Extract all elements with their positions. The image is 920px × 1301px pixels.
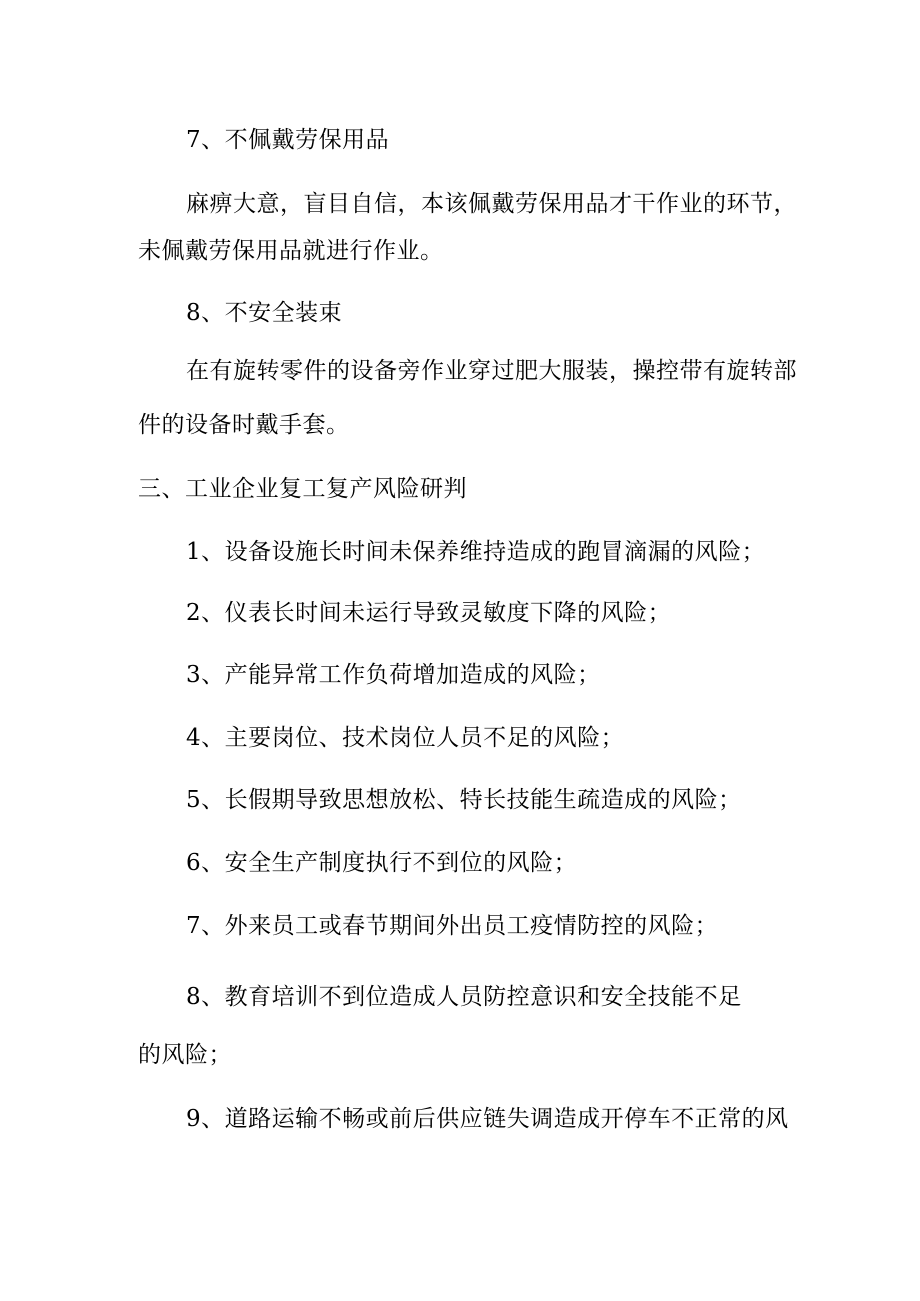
list-item: 8、教育培训不到位造成人员防控意识和安全技能不足 [186,984,742,1010]
list-item: 3、产能异常工作负荷增加造成的风险； [186,662,601,688]
list-item: 2、仪表长时间未运行导致灵敏度下降的风险； [186,600,672,626]
list-item: 5、长假期导致思想放松、特长技能生疏造成的风险； [186,787,742,813]
list-item: 1、设备设施长时间未保养维持造成的跑冒滴漏的风险； [186,539,766,565]
list-item-heading-7: 7、不佩戴劳保用品 [186,127,390,153]
paragraph-line: 在有旋转零件的设备旁作业穿过肥大服装，操控带有旋转部 [186,358,797,384]
list-item: 4、主要岗位、技术岗位人员不足的风险； [186,725,625,751]
list-item: 7、外来员工或春节期间外出员工疫情防控的风险； [186,913,719,939]
paragraph-line: 麻痹大意，盲目自信，本该佩戴劳保用品才干作业的环节， [186,191,797,217]
list-item-heading-8: 8、不安全装束 [186,300,343,326]
section-heading: 三、工业企业复工复产风险研判 [138,476,467,502]
list-item-continuation: 的风险； [138,1042,232,1068]
list-item: 6、安全生产制度执行不到位的风险； [186,850,578,876]
paragraph-line: 件的设备时戴手套。 [138,412,350,438]
paragraph-line: 未佩戴劳保用品就进行作业。 [138,238,444,264]
list-item: 9、道路运输不畅或前后供应链失调造成开停车不正常的风 [186,1106,789,1132]
